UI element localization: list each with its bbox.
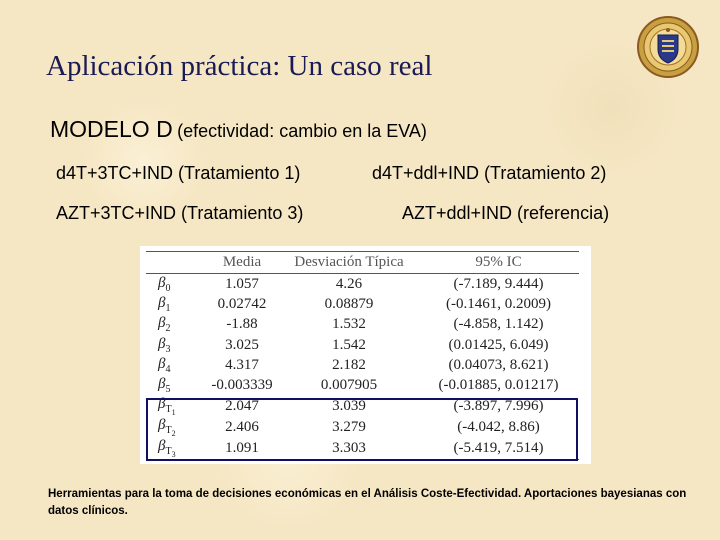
sd-cell: 3.279 xyxy=(332,418,366,435)
ci-cell: (-0.1461, 0.2009) xyxy=(446,295,551,312)
slide-title: Aplicación práctica: Un caso real xyxy=(46,50,433,82)
sd-cell: 0.007905 xyxy=(320,377,378,394)
param-cell: $\beta_{T_2}$ xyxy=(158,416,176,438)
model-description: (efectividad: cambio en la EVA) xyxy=(177,121,427,141)
sd-cell: 4.26 xyxy=(335,275,363,292)
table-row xyxy=(146,294,579,314)
treatment-effects-highlight xyxy=(146,395,578,461)
param-cell: $\beta_0$ xyxy=(158,274,171,294)
mean-cell: -1.88 xyxy=(226,316,258,333)
footer-citation: Herramientas para la toma de decisiones económicas en el Análisis Coste-Efectividad. Aportaciones bayesianas con datos clínicos. xyxy=(48,488,687,517)
model-heading xyxy=(50,116,427,143)
param-cell: $\beta_2$ xyxy=(158,315,171,335)
mean-cell: 2.047 xyxy=(225,397,259,414)
ci-cell: (-0.01885, 0.01217) xyxy=(438,377,559,394)
mean-cell: -0.003339 xyxy=(211,377,273,394)
mean-cell: 0.02742 xyxy=(217,295,267,312)
treatment-reference: AZT+ddl+IND (referencia) xyxy=(402,203,610,223)
sd-cell: 1.532 xyxy=(332,316,366,333)
param-cell: $\beta_3$ xyxy=(158,335,171,355)
ci-cell: (-5.419, 7.514) xyxy=(418,438,579,460)
param-cell: $\beta_5$ xyxy=(158,376,171,396)
treatment-2: d4T+ddl+IND (Tratamiento 2) xyxy=(372,163,607,183)
table-row xyxy=(146,335,579,355)
sd-cell: 2.182 xyxy=(332,356,366,373)
ci-cell: (-4.858, 1.142) xyxy=(453,316,544,333)
header-sd: Desviación Típica xyxy=(280,252,418,274)
ci-cell: (0.01425, 6.049) xyxy=(448,336,549,353)
table-row xyxy=(146,274,579,295)
param-cell: $\beta_{T_1}$ xyxy=(158,395,176,417)
ci-cell: (-4.042, 8.86) xyxy=(457,418,540,435)
ci-cell: (0.04073, 8.621) xyxy=(448,356,549,373)
param-cell: $\beta_1$ xyxy=(158,294,171,314)
header-ci: 95% IC xyxy=(418,252,579,274)
header-mean: Media xyxy=(204,252,280,274)
model-label: MODELO D xyxy=(50,116,173,142)
mean-cell: 3.025 xyxy=(225,336,259,353)
mean-cell: 1.091 xyxy=(204,438,280,460)
sd-cell: 0.08879 xyxy=(324,295,374,312)
table-row xyxy=(146,355,579,375)
param-cell: $\beta_{T_3}$ xyxy=(146,438,204,460)
university-seal-logo xyxy=(636,15,700,79)
ci-cell: (-3.897, 7.996) xyxy=(453,397,544,414)
table-header-row xyxy=(146,252,579,274)
sd-cell: 3.303 xyxy=(280,438,418,460)
mean-cell: 4.317 xyxy=(225,356,259,373)
ci-cell: (-7.189, 9.444) xyxy=(453,275,544,292)
header-param xyxy=(146,252,204,274)
mean-cell: 2.406 xyxy=(225,418,259,435)
param-cell: $\beta_4$ xyxy=(158,355,171,375)
treatment-1: d4T+3TC+IND (Tratamiento 1) xyxy=(56,163,301,183)
sd-cell: 1.542 xyxy=(332,336,366,353)
mean-cell: 1.057 xyxy=(225,275,259,292)
table-row xyxy=(146,375,579,395)
sd-cell: 3.039 xyxy=(332,397,366,414)
treatment-3: AZT+3TC+IND (Tratamiento 3) xyxy=(56,203,304,223)
table-row xyxy=(146,315,579,335)
